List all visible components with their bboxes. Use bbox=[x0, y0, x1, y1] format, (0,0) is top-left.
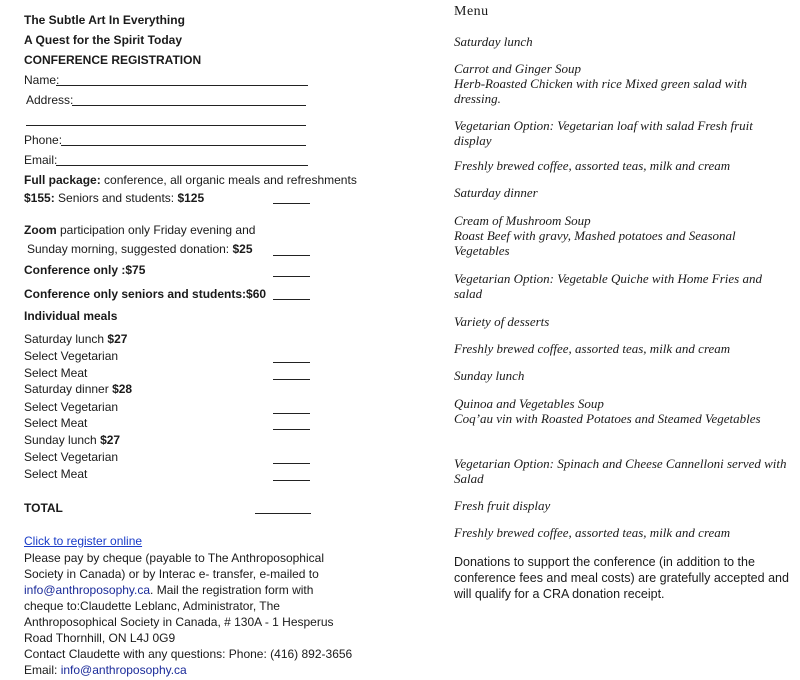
sat-lunch-line bbox=[24, 332, 127, 347]
full-package-line bbox=[24, 173, 357, 188]
email-label: Email: bbox=[24, 153, 58, 167]
payment-line-6: Road Thornhill, ON L4J 0G9 bbox=[24, 631, 176, 645]
payment-email-link[interactable]: info@anthroposophy.ca bbox=[24, 583, 151, 597]
full-package-text: conference, all organic meals and refreshments bbox=[100, 173, 357, 187]
form-title: The Subtle Art In Everything bbox=[24, 13, 185, 27]
menu-sat-dinner-heading: Saturday dinner bbox=[454, 185, 538, 200]
total-blank[interactable] bbox=[255, 513, 311, 514]
conference-seniors: Conference only seniors and students:$60 bbox=[24, 287, 267, 301]
zoom-label: Zoom bbox=[24, 223, 57, 237]
price-125: $125 bbox=[177, 191, 205, 205]
sat-lunch-veg: Select Vegetarian bbox=[24, 349, 119, 363]
full-package-label: Full package: bbox=[24, 173, 101, 187]
sun-lunch-veg-blank[interactable] bbox=[273, 463, 310, 464]
seniors-text: Seniors and students: bbox=[54, 191, 178, 205]
menu-sat-dinner-veg: Vegetarian Option: Vegetable Quiche with Home Fries and salad bbox=[454, 271, 762, 301]
address-field-line2[interactable] bbox=[26, 125, 306, 126]
zoom-donation-text: Sunday morning, suggested donation: bbox=[27, 242, 233, 256]
menu-sun-lunch-heading: Sunday lunch bbox=[454, 368, 525, 383]
form-heading: CONFERENCE REGISTRATION bbox=[24, 53, 202, 67]
conference-only-blank[interactable] bbox=[273, 276, 310, 277]
payment-line-5: Anthroposophical Society in Canada, # 130A - 1 Hesperus bbox=[24, 615, 334, 629]
menu-sat-lunch-heading: Saturday lunch bbox=[454, 34, 533, 49]
sun-lunch-veg: Select Vegetarian bbox=[24, 450, 119, 464]
zoom-text: participation only Friday evening and bbox=[56, 223, 256, 237]
register-online-link[interactable]: Click to register online bbox=[24, 534, 143, 548]
payment-line-1: Please pay by cheque (payable to The Anthroposophical bbox=[24, 551, 324, 565]
sat-dinner-label: Saturday dinner bbox=[24, 382, 113, 396]
sat-dinner-meat-blank[interactable] bbox=[273, 429, 310, 430]
total-label: TOTAL bbox=[24, 501, 63, 515]
menu-sat-lunch-veg: Vegetarian Option: Vegetarian loaf with salad Fresh fruit display bbox=[454, 118, 753, 148]
menu-sat-dinner-drinks: Freshly brewed coffee, assorted teas, milk and cream bbox=[454, 341, 731, 356]
zoom-line bbox=[24, 223, 255, 238]
zoom-blank[interactable] bbox=[273, 255, 310, 256]
donations-note: Donations to support the conference (in addition to the conference fees and meal costs) are gratefully accepted and will qualify for a CRA donation receipt. bbox=[454, 555, 789, 601]
menu-sun-lunch-fruit: Fresh fruit display bbox=[454, 498, 551, 513]
sun-lunch-meat: Select Meat bbox=[24, 467, 88, 481]
sat-dinner-veg: Select Vegetarian bbox=[24, 400, 119, 414]
menu-sat-dinner-item-2: Roast Beef with gravy, Mashed potatoes and Seasonal Vegetables bbox=[454, 228, 736, 258]
sun-lunch-meat-blank[interactable] bbox=[273, 480, 310, 481]
sat-lunch-meat-blank[interactable] bbox=[273, 379, 310, 380]
seniors-line bbox=[24, 191, 204, 206]
phone-field[interactable] bbox=[61, 145, 306, 146]
price-155: $155: bbox=[24, 191, 55, 205]
menu-sat-dinner-item-1: Cream of Mushroom Soup bbox=[454, 213, 591, 228]
sat-dinner-price: $28 bbox=[112, 382, 133, 396]
name-field[interactable] bbox=[56, 85, 308, 86]
sun-lunch-label: Sunday lunch bbox=[24, 433, 101, 447]
contact-line: Contact Claudette with any questions: Phone: (416) 892-3656 bbox=[24, 647, 353, 661]
conference-only: Conference only :$75 bbox=[24, 263, 146, 277]
zoom-line2 bbox=[27, 242, 253, 257]
email-field[interactable] bbox=[56, 165, 308, 166]
payment-line-3 bbox=[24, 583, 313, 598]
payment-line-4: cheque to:Claudette Leblanc, Administrator, The bbox=[24, 599, 280, 613]
menu-sun-lunch-item-1: Quinoa and Vegetables Soup bbox=[454, 396, 604, 411]
contact-email-label: Email: bbox=[24, 663, 61, 677]
zoom-price: $25 bbox=[232, 242, 253, 256]
sat-dinner-veg-blank[interactable] bbox=[273, 413, 310, 414]
payment-line-2: Society in Canada) or by Interac e- transfer, e-mailed to bbox=[24, 567, 319, 581]
phone-label: Phone: bbox=[24, 133, 63, 147]
menu-title: Menu bbox=[454, 4, 489, 19]
sat-dinner-line bbox=[24, 382, 132, 397]
sat-lunch-label: Saturday lunch bbox=[24, 332, 108, 346]
contact-email-link[interactable]: info@anthroposophy.ca bbox=[60, 663, 187, 677]
address-field[interactable] bbox=[72, 105, 306, 106]
menu-sat-lunch-item-1: Carrot and Ginger Soup bbox=[454, 61, 581, 76]
menu-sat-lunch-drinks: Freshly brewed coffee, assorted teas, milk and cream bbox=[454, 158, 731, 173]
form-subtitle: A Quest for the Spirit Today bbox=[24, 33, 183, 47]
conference-seniors-blank[interactable] bbox=[273, 299, 310, 300]
address-label: Address: bbox=[26, 93, 74, 107]
sun-lunch-line bbox=[24, 433, 120, 448]
sat-lunch-veg-blank[interactable] bbox=[273, 362, 310, 363]
menu-sun-lunch-veg: Vegetarian Option: Spinach and Cheese Cannelloni served with Salad bbox=[454, 456, 787, 486]
menu-sat-dinner-dessert: Variety of desserts bbox=[454, 314, 550, 329]
individual-meals-heading: Individual meals bbox=[24, 309, 118, 323]
menu-sun-lunch-item-2: Coq’au vin with Roasted Potatoes and Steamed Vegetables bbox=[454, 411, 761, 426]
menu-sun-lunch-drinks: Freshly brewed coffee, assorted teas, milk and cream bbox=[454, 525, 731, 540]
sat-lunch-meat: Select Meat bbox=[24, 366, 88, 380]
contact-email-line bbox=[24, 663, 187, 678]
sat-lunch-price: $27 bbox=[107, 332, 128, 346]
payment-line-3-text: . Mail the registration form with bbox=[150, 583, 314, 597]
sat-dinner-meat: Select Meat bbox=[24, 416, 88, 430]
name-label: Name: bbox=[24, 73, 60, 87]
sun-lunch-price: $27 bbox=[100, 433, 121, 447]
full-package-blank[interactable] bbox=[273, 203, 310, 204]
menu-sat-lunch-item-2: Herb-Roasted Chicken with rice Mixed green salad with dressing. bbox=[454, 76, 748, 106]
